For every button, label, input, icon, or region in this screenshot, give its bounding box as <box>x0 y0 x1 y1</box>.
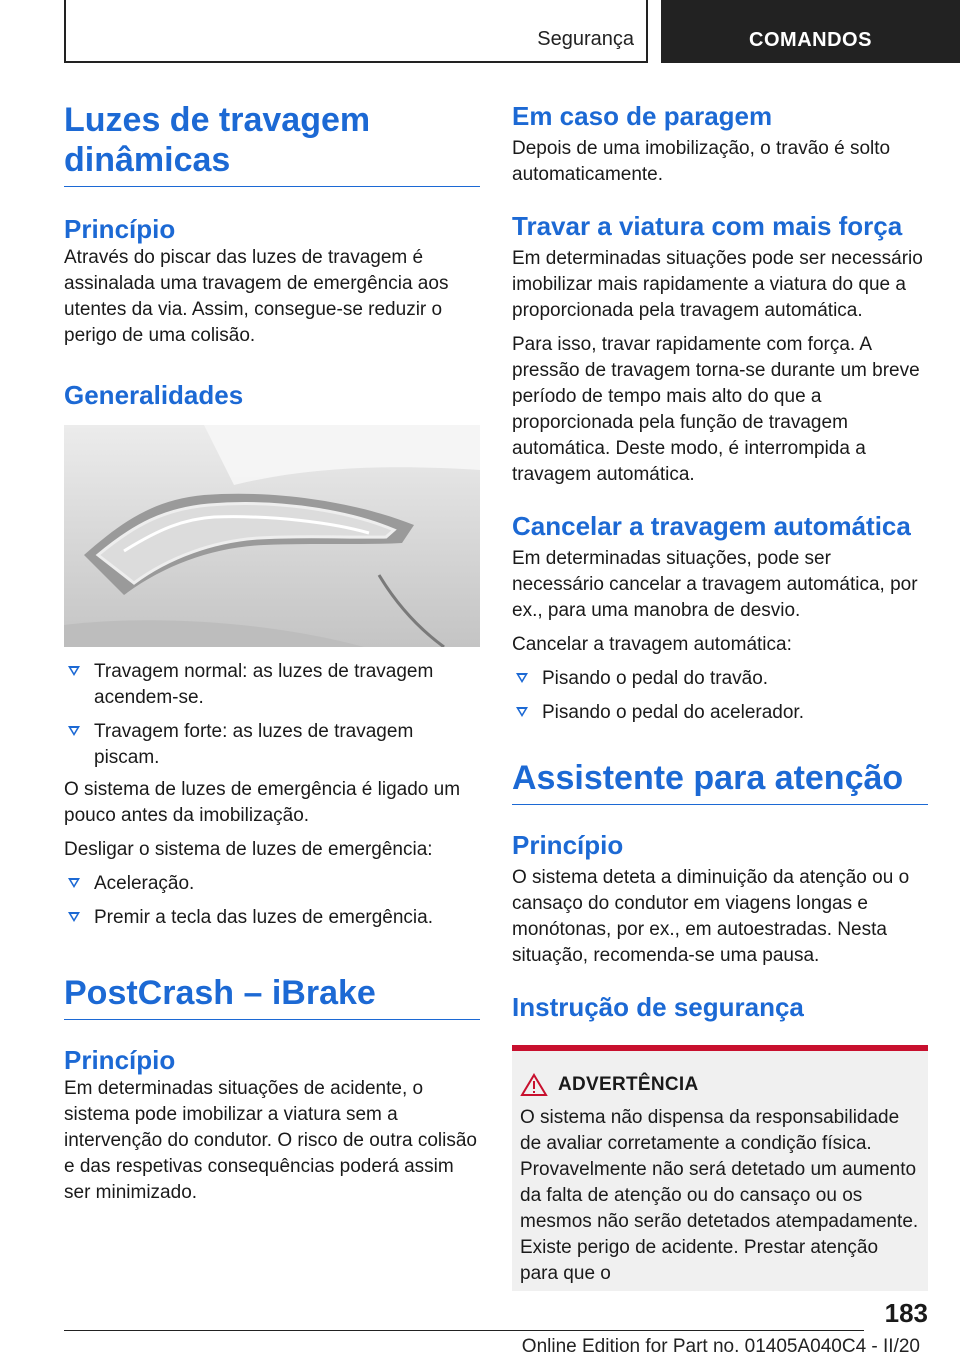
heading-stop: Em caso de paragem <box>512 101 773 131</box>
footer-divider <box>64 1330 864 1331</box>
warning-box <box>512 1045 928 1291</box>
heading-principle-1: Princípio <box>64 214 176 244</box>
text-brake-more-2: Para isso, travar rapidamente com força. A pressão de travagem torna-se durante um breve período de tempo mais alto do que a proporcionada pela função de travagem automática. Deste modo, é interrompida a travagem automática. <box>512 334 920 485</box>
list-item <box>64 871 480 897</box>
title-attention-assistant: Assistente para atenção <box>512 758 928 805</box>
text-cancel-2: Cancelar a travagem automática: <box>512 634 792 655</box>
bullet-triangle-icon <box>68 878 80 888</box>
text-brake-more-1: Em determinadas situações pode ser necessário imobilizar mais rapidamente a viatura do que a proporcionada pela travagem automática. <box>512 248 923 321</box>
heading-safety: Instrução de segurança <box>512 992 804 1022</box>
left-column <box>64 100 480 1206</box>
text-general-1: O sistema de luzes de emergência é ligado um pouco antes da imobilização. <box>64 779 461 826</box>
header-section-box <box>64 0 648 63</box>
right-column <box>512 100 928 1291</box>
header-chapter-box <box>661 0 960 63</box>
title-postcrash: PostCrash – iBrake <box>64 973 480 1020</box>
list-item <box>64 659 480 711</box>
heading-cancel: Cancelar a travagem automática <box>512 511 911 541</box>
brake-mode-list <box>64 659 480 771</box>
heading-brake-more: Travar a viatura com mais força <box>512 211 903 241</box>
warning-text: O sistema não dispensa da responsabilidade de avaliar corretamente a condição física. Provavelmente não será detetado um aumento da falta de atenção ou do cansaço ou os mesmos não serão detetados atempadamente. Existe perigo de acidente. Prestar atenção para que o <box>520 1107 919 1284</box>
list-item <box>64 719 480 771</box>
bullet-triangle-icon <box>516 673 528 683</box>
text-principle-3: O sistema deteta a diminuição da atenção ou o cansaço do condutor em viagens longas e monótonas, por ex., em autoestradas. Nesta situação, recomenda-se uma pausa. <box>512 867 910 966</box>
list-item-text: Premir a tecla das luzes de emergência. <box>94 907 433 928</box>
bullet-triangle-icon <box>68 666 80 676</box>
cancel-list <box>512 666 928 726</box>
text-principle-2: Em determinadas situações de acidente, o sistema pode imobilizar a viatura sem a intervenção do condutor. O risco de outra colisão e das respetivas consequências poderá assim ser minimizado. <box>64 1078 477 1203</box>
list-item-text: Travagem normal: as luzes de travagem acendem-se. <box>94 661 434 708</box>
bullet-triangle-icon <box>68 726 80 736</box>
heading-principle-3: Princípio <box>512 830 624 860</box>
warning-header <box>520 1073 920 1097</box>
tail-light-photo <box>64 425 480 647</box>
footer-edition: Online Edition for Part no. 01405A040C4 - II/20 <box>521 1336 920 1357</box>
car-tail-light-image <box>64 425 480 647</box>
text-general-2: Desligar o sistema de luzes de emergência: <box>64 839 433 860</box>
bullet-triangle-icon <box>516 707 528 717</box>
heading-general: Generalidades <box>64 380 244 410</box>
list-item <box>512 666 928 692</box>
bullet-triangle-icon <box>68 912 80 922</box>
list-item-text: Travagem forte: as luzes de travagem piscam. <box>94 721 414 768</box>
list-item-text: Aceleração. <box>94 873 195 894</box>
warning-triangle-icon <box>520 1073 548 1097</box>
page-number: 183 <box>884 1298 928 1328</box>
list-item <box>64 905 480 931</box>
deactivate-list <box>64 871 480 931</box>
title-dynamic-brake-lights: Luzes de travagem dinâmicas <box>64 100 480 187</box>
heading-principle-2: Princípio <box>64 1045 176 1075</box>
header-chapter-label: COMANDOS <box>749 29 872 51</box>
header-section-label: Segurança <box>537 28 634 50</box>
list-item-text: Pisando o pedal do acelerador. <box>542 702 804 723</box>
list-item <box>512 700 928 726</box>
list-item-text: Pisando o pedal do travão. <box>542 668 769 689</box>
text-principle-1: Através do piscar das luzes de travagem é assinalada uma travagem de emergência aos utentes da via. Assim, consegue-se reduzir o perigo de uma colisão. <box>64 247 449 346</box>
warning-title: ADVERTÊNCIA <box>558 1074 699 1095</box>
text-stop: Depois de uma imobilização, o travão é solto automaticamente. <box>512 138 891 185</box>
text-cancel-1: Em determinadas situações, pode ser necessário cancelar a travagem automática, por ex., para uma manobra de desvio. <box>512 548 918 621</box>
